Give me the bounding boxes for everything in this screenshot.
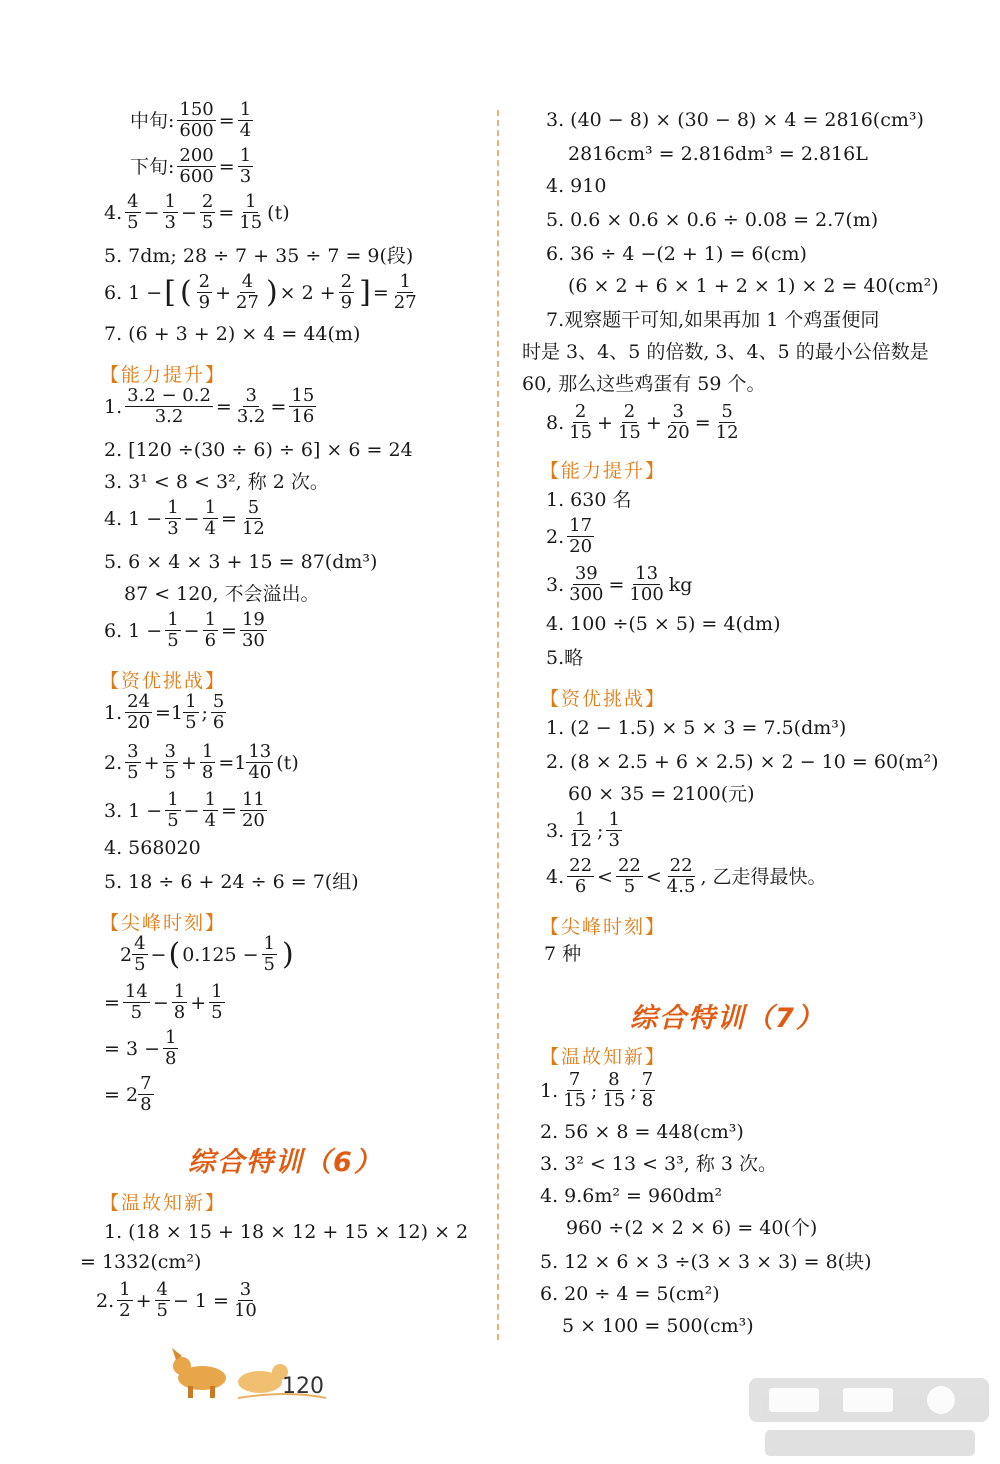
answer-line: = 1332(cm²) (80, 1251, 202, 1273)
section-heading: 【能力提升】 (100, 364, 227, 386)
answer-line: 2 $\frac{4}{5}$ − ( 0.125 − $\frac{1}{5}$ ) (120, 933, 294, 975)
answer-line: 1. (2 − 1.5) × 5 × 3 = 7.5(dm³) (546, 717, 847, 739)
answer-line: = $\frac{14}{5}$ − $\frac{1}{8}$ + $\frac{1}{5}$ (104, 981, 223, 1023)
answer-line: 下旬: $\frac{200}{600}$ = $\frac{1}{3}$ (130, 145, 252, 187)
answer-line: 3. 3² < 13 < 3³, 称 3 次。 (540, 1153, 777, 1175)
answer-line: 6. 36 ÷ 4 −(2 + 1) = 6(cm) (546, 243, 807, 265)
answer-line: 1. (18 × 15 + 18 × 12 + 15 × 12) × 2 (104, 1221, 469, 1243)
answer-line: 60, 那么这些鸡蛋有 59 个。 (522, 373, 766, 395)
answer-line: 5. 6 × 4 × 3 + 15 = 87(dm³) (104, 551, 378, 573)
answer-line: 4. 100 ÷(5 × 5) = 4(dm) (546, 613, 781, 635)
answer-line: 7. (6 + 3 + 2) × 4 = 44(m) (104, 323, 361, 345)
answer-line: 6. 20 ÷ 4 = 5(cm²) (540, 1283, 720, 1305)
answer-line: 5.略 (546, 647, 584, 669)
answer-line: 时是 3、4、5 的倍数, 3、4、5 的最小公倍数是 (522, 341, 929, 363)
answer-line: = 2 $\frac{7}{8}$ (104, 1073, 152, 1115)
answer-line: 87 < 120, 不会溢出。 (124, 583, 320, 605)
answer-line: 8. $\frac{2}{15}$ + $\frac{2}{15}$ + $\frac{3}{20}$ = $\frac{5}{12}$ (546, 401, 739, 443)
section-heading: 【温故知新】 (100, 1192, 227, 1214)
section-heading: 【能力提升】 (540, 460, 667, 482)
answer-line: 4. 568020 (104, 837, 201, 859)
answer-line: 2. $\frac{3}{5}$ + $\frac{3}{5}$ + $\frac{1}{8}$ = 1 $\frac{13}{40}$ (t) (104, 741, 299, 783)
section-title: 综合特训（6） (188, 1147, 383, 1178)
answer-line: 5 × 100 = 500(cm³) (562, 1315, 754, 1337)
answer-line: 4. 1 − $\frac{1}{3}$ − $\frac{1}{4}$ = $\frac{5}{12}$ (104, 497, 265, 539)
answer-line: 3. 1 − $\frac{1}{5}$ − $\frac{1}{4}$ = $\frac{11}{20}$ (104, 789, 265, 831)
answer-line: 3. $\frac{1}{12}$ ; $\frac{1}{3}$ (546, 809, 620, 851)
answer-line: 4. $\frac{4}{5}$ − $\frac{1}{3}$ − $\frac{2}{5}$ = $\frac{1}{15}$ (t) (104, 191, 290, 233)
section-title: 综合特训（7） (630, 1003, 825, 1034)
answer-line: 7 种 (544, 943, 582, 965)
answer-line: 3. 3¹ < 8 < 3², 称 2 次。 (104, 471, 329, 493)
answer-line: 1. 630 名 (546, 489, 632, 511)
answer-line: 2. (8 × 2.5 + 6 × 2.5) × 2 − 10 = 60(m²) (546, 751, 939, 773)
answer-line: 1. $\frac{3.2 - 0.2}{3.2}$ = $\frac{3}{3.2}$ = $\frac{15}{16}$ (104, 385, 315, 427)
section-heading: 【资优挑战】 (540, 688, 667, 710)
answer-line: 1. $\frac{24}{20}$ = 1 $\frac{1}{5}$ ; $\frac{5}{6}$ (104, 691, 225, 733)
section-heading: 【尖峰时刻】 (100, 912, 227, 934)
answer-line: (6 × 2 + 6 × 1 + 2 × 1) × 2 = 40(cm²) (568, 275, 939, 297)
answer-line: 3. $\frac{39}{300}$ = $\frac{13}{100}$ kg (546, 563, 693, 605)
section-heading: 【资优挑战】 (100, 670, 227, 692)
section-heading: 【温故知新】 (540, 1046, 667, 1068)
column-divider (497, 110, 499, 1340)
answer-line: 4. 910 (546, 175, 607, 197)
answer-line: 6. 1 − $\frac{1}{5}$ − $\frac{1}{6}$ = $\frac{19}{30}$ (104, 609, 265, 651)
answer-line: = 3 − $\frac{1}{8}$ (104, 1027, 177, 1069)
answer-line: 5. 18 ÷ 6 + 24 ÷ 6 = 7(组) (104, 871, 359, 893)
answer-line: 2816cm³ = 2.816dm³ = 2.816L (568, 143, 868, 165)
answer-line: 1. $\frac{7}{15}$ ; $\frac{8}{15}$ ; $\frac{7}{8}$ (540, 1069, 654, 1111)
answer-line: 7.观察题干可知,如果再加 1 个鸡蛋便同 (546, 309, 880, 331)
page-number: 120 (282, 1374, 324, 1399)
section-heading: 【尖峰时刻】 (540, 916, 667, 938)
answer-line: 5. 7dm; 28 ÷ 7 + 35 ÷ 7 = 9(段) (104, 245, 414, 267)
answer-line: 5. 12 × 6 × 3 ÷(3 × 3 × 3) = 8(块) (540, 1251, 872, 1273)
answer-line: 60 × 35 = 2100(元) (568, 783, 755, 805)
answer-line: 2. 56 × 8 = 448(cm³) (540, 1121, 744, 1143)
answer-line: 4. $\frac{22}{6}$ < $\frac{22}{5}$ < $\frac{22}{4.5}$ , 乙走得最快。 (546, 855, 827, 897)
watermark-logo (745, 1372, 995, 1462)
answer-line: 2. [120 ÷(30 ÷ 6) ÷ 6] × 6 = 24 (104, 439, 413, 461)
answer-line: 6. 1 − [ ( $\frac{2}{9}$ + $\frac{4}{27}$ ) × 2 + $\frac{2}{9}$ ] = $\frac{1}{27}$ (104, 271, 417, 313)
answer-line: 3. (40 − 8) × (30 − 8) × 4 = 2816(cm³) (546, 109, 924, 131)
answer-line: 2. $\frac{17}{20}$ (546, 515, 593, 557)
answer-line: 960 ÷(2 × 2 × 6) = 40(个) (566, 1217, 818, 1239)
answer-line: 4. 9.6m² = 960dm² (540, 1185, 723, 1207)
answer-line: 2. $\frac{1}{2}$ + $\frac{4}{5}$ − 1 = $\frac{3}{10}$ (96, 1279, 257, 1321)
answer-line: 中旬: $\frac{150}{600}$ = $\frac{1}{4}$ (130, 99, 252, 141)
answer-line: 5. 0.6 × 0.6 × 0.6 ÷ 0.08 = 2.7(m) (546, 209, 879, 231)
